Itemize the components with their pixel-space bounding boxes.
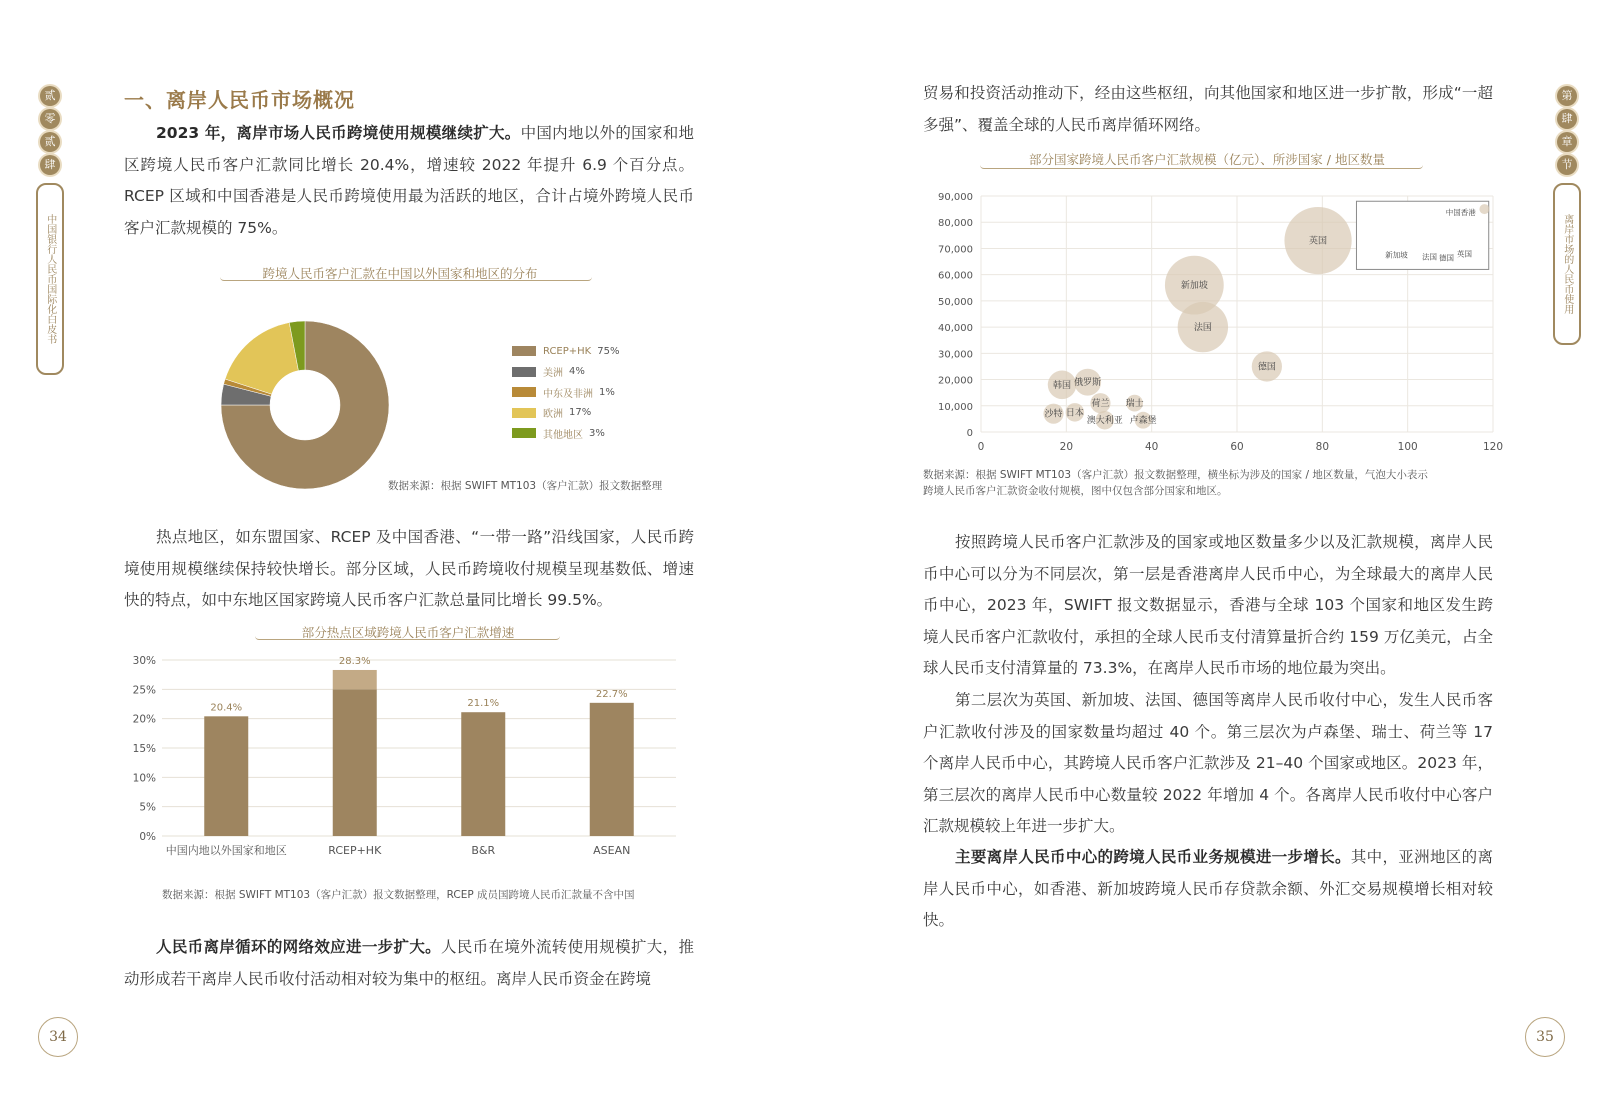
- paragraph-c-bold: 主要离岸人民币中心的跨境人民币业务规模进一步增长。: [955, 848, 1351, 866]
- paragraph-3: [124, 932, 694, 995]
- legend-item: [512, 423, 619, 444]
- x-tick-label: 60: [1230, 441, 1244, 453]
- y-tick-label: 10%: [132, 772, 156, 785]
- right-page: [805, 0, 1610, 1099]
- data-label: 22.7%: [595, 688, 628, 700]
- legend-value: 75%: [597, 345, 620, 357]
- x-tick-label: 120: [1482, 441, 1504, 453]
- page-number: 34: [38, 1017, 78, 1057]
- page-number: 35: [1525, 1017, 1565, 1057]
- legend-label: 欧洲: [543, 409, 563, 421]
- y-tick-label: 50,000: [938, 296, 973, 308]
- inset-label: 中国香港: [1445, 208, 1476, 218]
- paragraph-top: 贸易和投资活动推动下，经由这些枢纽，向其他国家和地区进一步扩散，形成“一超多强”、覆盖全球的人民币离岸循环网络。: [923, 84, 1493, 134]
- inset-label: 新加坡: [1385, 250, 1408, 260]
- y-tick-label: 15%: [132, 743, 156, 755]
- x-tick-label: 100: [1397, 441, 1418, 453]
- legend-swatch: [512, 428, 536, 438]
- data-label: 28.3%: [338, 655, 371, 667]
- bubble-source-line-1: 数据来源：根据 SWIFT MT103（客户汇款）报文数据整理，横坐标为涉及的国家 / 地区数量，气泡大小表示: [923, 469, 1428, 481]
- y-tick-label: 20,000: [938, 375, 973, 387]
- y-tick-label: 30,000: [938, 349, 973, 361]
- bubble-label: 瑞士: [1125, 399, 1144, 410]
- side-marker: 节: [1557, 155, 1577, 175]
- paragraph-2: 热点地区，如东盟国家、RCEP 及中国香港、“一带一路”沿线国家，人民币跨境使用规模继续保持较快增长。部分区域，人民币跨境收付规模呈现基数低、增速快的特点，如中东地区国家跨境人民币客户汇款总量同比增长 99.5%。: [124, 528, 694, 609]
- bubble-label: 荷兰: [1091, 399, 1110, 410]
- side-section-title: 离岸市场的人民币使用: [1553, 183, 1581, 345]
- bar: [204, 716, 248, 836]
- bar: [461, 712, 505, 836]
- legend-value: 1%: [599, 386, 615, 398]
- data-label: 20.4%: [210, 702, 243, 714]
- side-marker: 贰: [40, 132, 60, 152]
- x-tick-label: 40: [1144, 441, 1159, 453]
- y-tick-label: 80,000: [938, 218, 973, 230]
- x-tick-label: 20: [1059, 441, 1074, 453]
- paragraph-3-bold: 人民币离岸循环的网络效应进一步扩大。: [156, 938, 441, 956]
- bubble-chart-title: 部分国家跨境人民币客户汇款规模（亿元）、所涉国家 / 地区数量: [1029, 152, 1385, 167]
- y-tick-label: 0%: [139, 831, 156, 843]
- y-tick-label: 10,000: [938, 401, 973, 413]
- side-book-title: 中国银行人民币国际化白皮书: [36, 183, 64, 375]
- paragraph-1: [124, 118, 694, 244]
- legend-swatch: [512, 367, 536, 377]
- legend-item: [512, 341, 619, 362]
- y-tick-label: 25%: [132, 684, 156, 697]
- bar: [333, 689, 377, 836]
- donut-legend: [512, 341, 619, 444]
- y-tick-label: 70,000: [938, 244, 973, 256]
- bubble-label: 俄罗斯: [1074, 378, 1102, 389]
- y-tick-label: 20%: [132, 713, 156, 726]
- title-ornament: [220, 270, 592, 281]
- side-marker: 肆: [1557, 109, 1577, 129]
- x-tick-label: RCEP+HK: [328, 844, 382, 857]
- section-heading: 一、离岸人民币市场概况: [124, 88, 355, 112]
- y-tick-label: 0: [966, 428, 973, 439]
- y-tick-label: 40,000: [938, 323, 973, 335]
- legend-label: 中东及非洲: [543, 388, 593, 400]
- bubble-label: 沙特: [1044, 409, 1063, 420]
- paragraph-3-text: 人民币在境外流转使用规模扩大，推动形成若干离岸人民币收付活动相对较为集中的枢纽。离岸人民币资金在跨境: [124, 938, 694, 988]
- donut-chart-title: 跨境人民币客户汇款在中国以外国家和地区的分布: [262, 266, 538, 281]
- legend-item: [512, 403, 619, 424]
- x-tick-label: 80: [1315, 441, 1330, 453]
- bubble-label: 新加坡: [1180, 281, 1208, 292]
- paragraph-c: [923, 842, 1493, 937]
- bar-top: [333, 670, 377, 689]
- bar-source: 数据来源：根据 SWIFT MT103（客户汇款）报文数据整理，RCEP 成员国跨境人民币汇款量不含中国: [162, 889, 635, 901]
- side-marker: 肆: [40, 155, 60, 175]
- bubble-source-line-2: 跨境人民币客户汇款资金收付规模，图中仅包含部分国家和地区。: [923, 485, 1228, 497]
- bubble-label: 韩国: [1053, 380, 1072, 391]
- legend-value: 17%: [569, 407, 592, 419]
- bubble-chart: [923, 186, 1504, 466]
- side-marker: 零: [40, 109, 60, 129]
- side-marker: 第: [1557, 86, 1577, 106]
- legend-label: 美洲: [543, 368, 563, 380]
- left-side-column: [36, 86, 66, 375]
- y-tick-label: 60,000: [938, 270, 973, 282]
- paragraph-b: 第二层次为英国、新加坡、法国、德国等离岸人民币收付中心，发生人民币客户汇款收付涉及的国家数量均超过 40 个。第三层次为卢森堡、瑞士、荷兰等 17 个离岸人民币中心，其跨境人民币客户汇款涉及 21–40 个国家或地区。2023 年，第三层次的离岸人民币中心数量较 2022 年增加 4 个。各离岸人民币收付中心客户汇款规模较上年进一步扩大。: [923, 691, 1493, 835]
- paragraph-1-text: 中国内地以外的国家和地区跨境人民币客户汇款同比增长 20.4%，增速较 2022 年提升 6.9 个百分点。RCEP 区域和中国香港是人民币跨境使用最为活跃的地区，合计占境外跨境人民币客户汇款规模的 75%。: [124, 124, 694, 237]
- bubble-label: 英国: [1309, 236, 1328, 247]
- donut-chart: [215, 315, 395, 495]
- paragraph-a: 按照跨境人民币客户汇款涉及的国家或地区数量多少以及汇款规模，离岸人民币中心可以分为不同层次，第一层是香港离岸人民币中心，为全球最大的离岸人民币中心，2023 年，SWIFT 报文数据显示，香港与全球 103 个国家和地区发生跨境人民币客户汇款收付，承担的全球人民币支付清算量折合约 159 万亿美元，占全球人民币支付清算量的 73.3%，在离岸人民币市场的地位最为突出。: [923, 533, 1493, 677]
- donut-source: 数据来源：根据 SWIFT MT103（客户汇款）报文数据整理: [388, 480, 663, 492]
- legend-swatch: [512, 387, 536, 397]
- side-marker: 章: [1557, 132, 1577, 152]
- bubble-label: 德国: [1257, 362, 1276, 373]
- bubble: [1479, 204, 1489, 214]
- legend-label: 其他地区: [543, 429, 583, 441]
- x-tick-label: 0: [977, 441, 985, 453]
- bar-chart-title: 部分热点区域跨境人民币客户汇款增速: [301, 625, 515, 640]
- paragraph-1-bold: 2023 年，离岸市场人民币跨境使用规模继续扩大。: [156, 124, 521, 142]
- y-tick-label: 30%: [132, 655, 156, 667]
- y-tick-label: 5%: [139, 801, 156, 814]
- inset-label: 英国: [1456, 249, 1472, 259]
- x-tick-label: ASEAN: [593, 844, 631, 857]
- legend-item: [512, 362, 619, 383]
- legend-value: 4%: [569, 366, 585, 378]
- side-marker: 贰: [40, 86, 60, 106]
- legend-label: RCEP+HK: [543, 345, 592, 357]
- legend-swatch: [512, 408, 536, 418]
- bubble-label: 澳大利亚: [1086, 416, 1123, 427]
- bar-chart: [124, 655, 699, 892]
- bubble-label: 法国: [1193, 323, 1212, 334]
- paragraph-c-text: 其中，亚洲地区的离岸人民币中心，如香港、新加坡跨境人民币存贷款余额、外汇交易规模增长相对较快。: [923, 848, 1493, 929]
- title-ornament: [980, 158, 1423, 169]
- x-tick-label: 中国内地以外国家和地区: [165, 844, 287, 857]
- legend-value: 3%: [589, 427, 605, 439]
- bubble-label: 日本: [1065, 408, 1084, 419]
- inset-label: 法国: [1421, 252, 1437, 262]
- y-tick-label: 90,000: [938, 192, 973, 203]
- legend-item: [512, 382, 619, 403]
- title-ornament: [255, 629, 560, 640]
- bubble-label: 卢森堡: [1129, 416, 1157, 427]
- x-tick-label: B&R: [471, 844, 496, 857]
- legend-swatch: [512, 346, 536, 356]
- right-side-column: [1553, 86, 1583, 345]
- data-label: 21.1%: [467, 698, 500, 710]
- bar: [590, 703, 634, 836]
- inset-label: 德国: [1438, 253, 1454, 263]
